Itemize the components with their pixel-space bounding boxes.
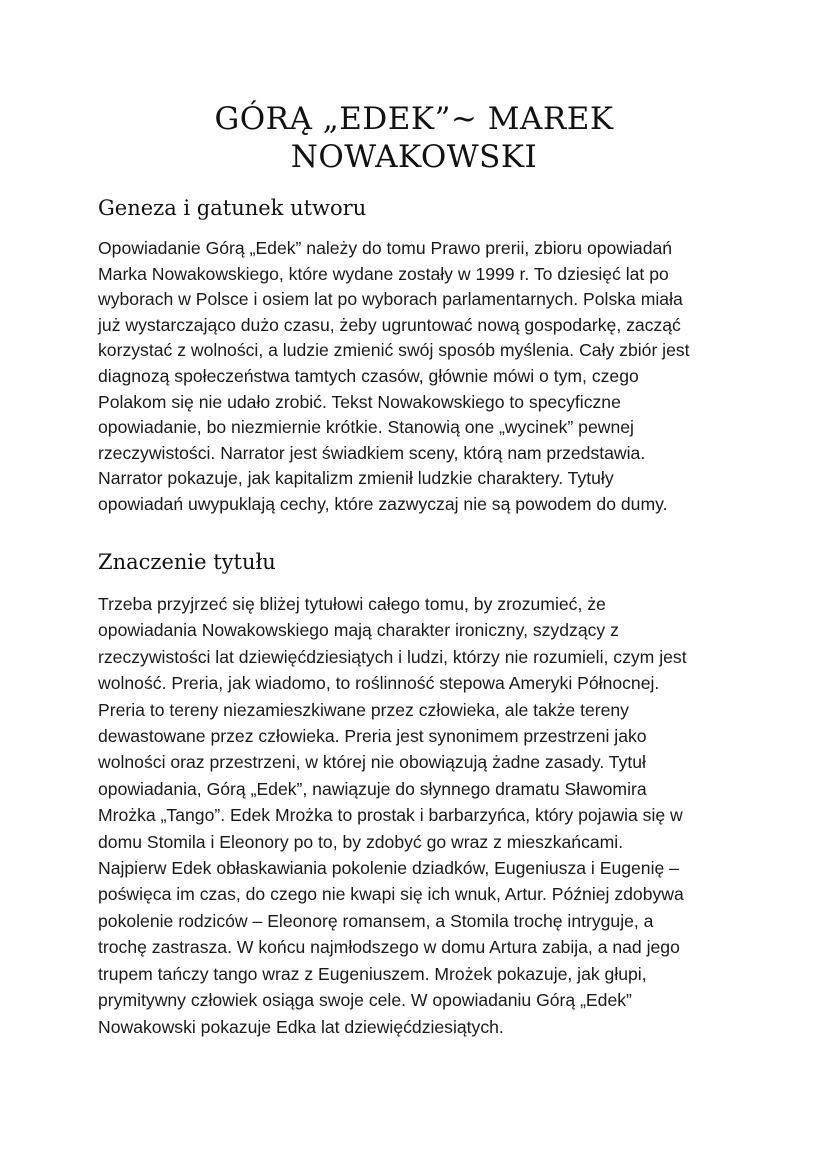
text-line: Opowiadanie Górą „Edek” należy do tomu Prawo prerii, zbioru opowiadań (98, 238, 673, 258)
text-line: pokolenie rodziców – Eleonorę romansem, a Stomila trochę intryguje, a (98, 910, 654, 931)
text-line: Trzeba przyjrzeć się bliżej tytułowi całego tomu, by zrozumieć, że (98, 594, 606, 614)
text-line: domu Stomila i Eleonory po to, by zdobyć go wraz z mieszkańcami. (98, 831, 624, 852)
text-line: opowiadania Nowakowskiego mają charakter ironiczny, szydzący z (98, 620, 619, 641)
text-line: Najpierw Edek obłaskawiania pokolenie dziadków, Eugeniusza i Eugenię – (98, 858, 679, 879)
title-line: GÓRĄ „EDEK”~ MAREK (214, 101, 614, 137)
text-line: trochę zastrasza. W końcu najmłodszego w domu Artura zabija, a nad jego (98, 937, 680, 958)
text-line: Mrożka „Tango”. Edek Mrożka to prostak i barbarzyńca, który pojawia się w (98, 805, 683, 826)
text-line: poświęca im czas, do czego nie kwapi się ich wnuk, Artur. Później zdobywa (98, 884, 684, 905)
section-heading-title-meaning: Znaczenie tytułu (98, 550, 276, 574)
title-line: NOWAKOWSKI (290, 139, 538, 175)
text-line: już wystarczająco dużo czasu, żeby ugruntować nową gospodarkę, zacząć (98, 314, 681, 335)
document-title (0, 100, 828, 176)
text-line: diagnozą społeczeństwa tamtych czasów, głównie mówi o tym, czego (98, 365, 639, 386)
text-line: wyborach w Polsce i osiem lat po wyborach parlamentarnych. Polska miała (98, 289, 683, 310)
text-line: opowiadań uwypuklają cechy, które zazwyczaj nie są powodem do dumy. (98, 493, 668, 514)
section-heading-genesis: Geneza i gatunek utworu (98, 196, 367, 220)
text-line: trupem tańczy tango wraz z Eugeniuszem. Mrożek pokazuje, jak głupi, (98, 963, 647, 984)
text-line: opowiadanie, bo niezmiernie krótkie. Stanowią one „wycinek” pewnej (98, 417, 634, 438)
text-line: rzeczywistości lat dziewięćdziesiątych i ludzi, którzy nie rozumieli, czym jest (98, 646, 687, 667)
text-line: Narrator pokazuje, jak kapitalizm zmienił ludzkie charaktery. Tytuły (98, 468, 614, 489)
text-line: wolność. Preria, jak wiadomo, to roślinność stepowa Ameryki Północnej. (98, 673, 660, 694)
text-line: Marka Nowakowskiego, które wydane zostały w 1999 r. To dziesięć lat po (98, 263, 669, 284)
text-line: Preria to tereny niezamieszkiwane przez człowieka, ale także tereny (98, 699, 629, 720)
text-line: Polakom się nie udało zrobić. Tekst Nowakowskiego to specyficzne (98, 391, 621, 412)
paragraph-title-meaning (98, 591, 758, 1040)
text-line: Nowakowski pokazuje Edka lat dziewięćdziesiątych. (98, 1016, 504, 1037)
text-line: prymitywny człowiek osiąga swoje cele. W opowiadaniu Górą „Edek” (98, 990, 632, 1011)
text-line: opowiadania, Górą „Edek”, nawiązuje do słynnego dramatu Sławomira (98, 778, 647, 799)
paragraph-genesis (98, 236, 758, 518)
text-line: korzystać z wolności, a ludzie zmienić swój sposób myślenia. Cały zbiór jest (98, 340, 690, 361)
text-line: dewastowane przez człowieka. Preria jest synonimem przestrzeni jako (98, 726, 647, 747)
text-line: wolności oraz przestrzeni, w której nie obowiązują żadne zasady. Tytuł (98, 752, 646, 773)
text-line: rzeczywistości. Narrator jest świadkiem sceny, którą nam przedstawia. (98, 442, 646, 463)
